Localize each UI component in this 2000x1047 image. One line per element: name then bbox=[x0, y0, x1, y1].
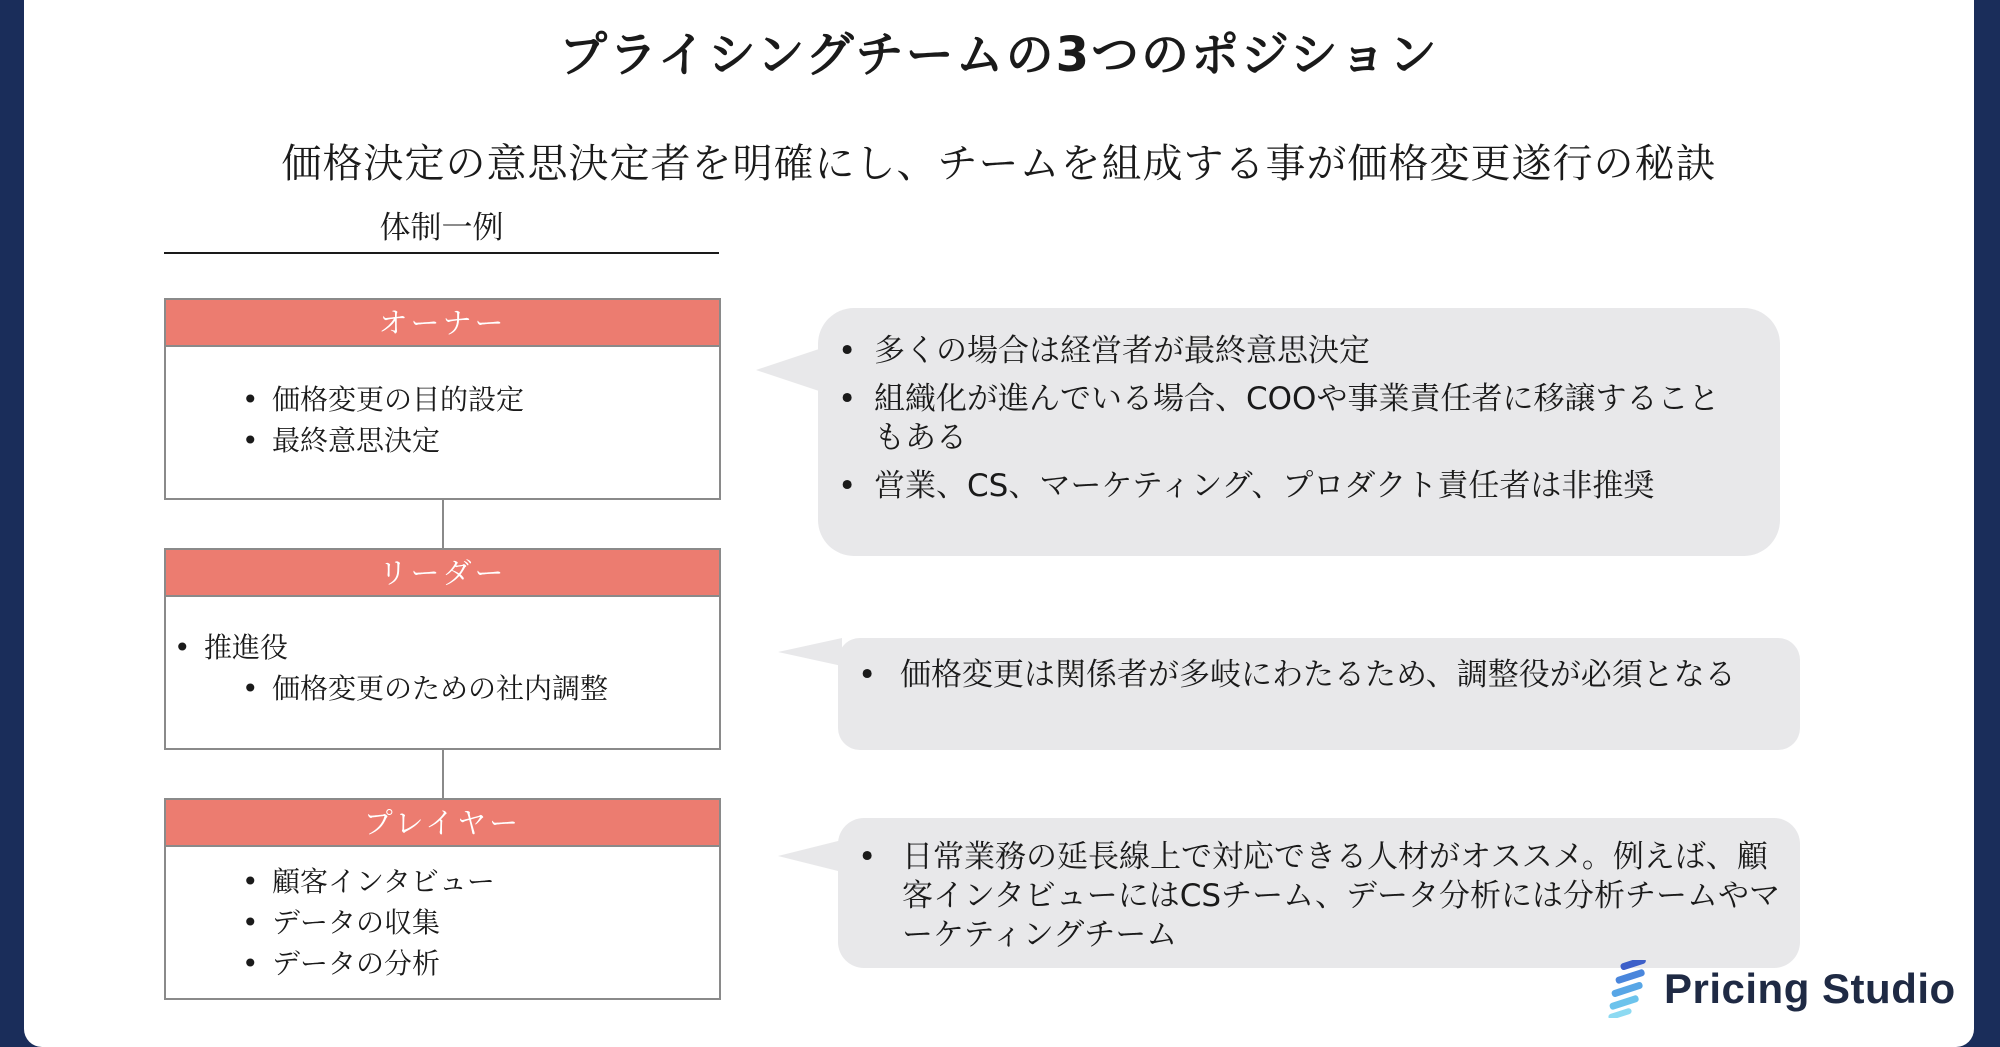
role-box-leader bbox=[164, 548, 721, 750]
speech-bubble-player bbox=[838, 818, 1800, 968]
divider bbox=[164, 252, 719, 254]
connector-line bbox=[442, 750, 444, 798]
list-item: • 価格変更は関係者が多岐にわたるため、調整役が必須となる bbox=[838, 656, 1780, 695]
bubble-tail bbox=[778, 840, 842, 872]
list-item: • 日常業務の延長線上で対応できる人材がオススメ。例えば、顧客インタビューにはCSチーム、データ分析には分析チームやマーケティングチーム bbox=[838, 838, 1780, 955]
bubble-items-leader bbox=[838, 656, 1780, 695]
pricing-studio-logo-icon bbox=[1606, 960, 1652, 1018]
list-item: • 価格変更の目的設定 bbox=[242, 379, 719, 420]
list-item: • データの収集 bbox=[242, 902, 719, 943]
list-item: • データの分析 bbox=[242, 943, 719, 984]
bubble-tail bbox=[756, 348, 822, 392]
list-item: • 価格変更のための社内調整 bbox=[242, 668, 719, 709]
slide bbox=[24, 0, 1974, 1047]
slide-subtitle: 価格決定の意思決定者を明確にし、チームを組成する事が価格変更遂行の秘訣 bbox=[281, 141, 1717, 187]
list-item: • 組織化が進んでいる場合、COOや事業責任者に移譲することもある bbox=[818, 380, 1750, 458]
role-items-player bbox=[242, 861, 719, 984]
role-items-owner bbox=[242, 379, 719, 461]
list-item: • 多くの場合は経営者が最終意思決定 bbox=[818, 332, 1750, 371]
list-item: • 営業、CS、マーケティング、プロダクト責任者は非推奨 bbox=[818, 467, 1750, 506]
bubble-items-player bbox=[838, 838, 1780, 955]
role-box-owner bbox=[164, 298, 721, 500]
list-item: • 顧客インタビュー bbox=[242, 861, 719, 902]
role-box-player bbox=[164, 798, 721, 1000]
role-header-owner: オーナー bbox=[166, 300, 719, 347]
connector-line bbox=[442, 500, 444, 548]
slide-title: プライシングチームの3つのポジション bbox=[559, 27, 1439, 83]
list-item: • 推進役 bbox=[174, 627, 719, 668]
role-header-player: プレイヤー bbox=[166, 800, 719, 847]
bubble-tail bbox=[778, 638, 842, 666]
role-header-leader: リーダー bbox=[166, 550, 719, 597]
speech-bubble-leader bbox=[838, 638, 1800, 750]
role-items-leader bbox=[174, 627, 719, 709]
example-label: 体制一例 bbox=[379, 210, 504, 246]
brand-logo bbox=[1606, 960, 1956, 1018]
bubble-items-owner bbox=[818, 332, 1750, 506]
list-item: • 最終意思決定 bbox=[242, 420, 719, 461]
logo-text: Pricing Studio bbox=[1664, 965, 1956, 1012]
speech-bubble-owner bbox=[818, 308, 1780, 556]
